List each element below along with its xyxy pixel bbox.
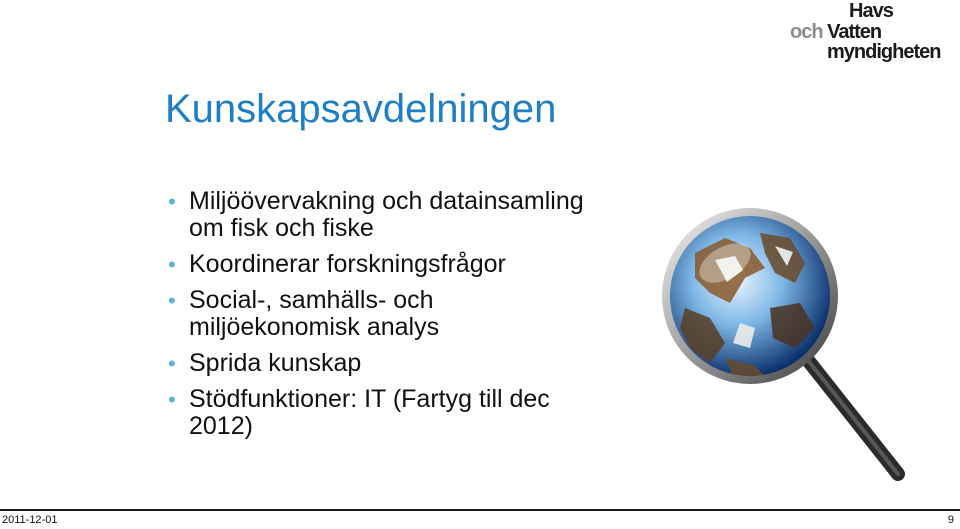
bullet-dot-icon: • [168,288,176,313]
bullet-text: Sprida kunskap [189,349,362,377]
bullet-text: Stödfunktioner: IT (Fartyg till dec 2012) [189,385,550,440]
bullet-item [168,287,608,341]
bullet-dot-icon: • [168,189,176,214]
logo-line-myndigheten: myndigheten [827,41,941,63]
bullet-text: Miljöövervakning och datainsamling om fisk och fiske [189,187,584,242]
logo-och: och [790,21,823,43]
footer-page-number: 9 [947,514,954,526]
bullet-item [168,188,608,242]
logo-line-havs: Havs [849,0,893,22]
bullet-item [168,350,608,377]
footer-divider [0,509,960,511]
bullet-item [168,251,608,278]
havs-och-vatten-logo [790,0,960,66]
bullet-text: Koordinerar forskningsfrågor [189,250,506,278]
bullet-dot-icon: • [168,351,176,376]
bullet-text: Social-, samhälls- och miljöekonomisk analys [189,286,440,341]
bullet-item [168,386,608,440]
bullet-list [168,188,608,449]
slide-title: Kunskapsavdelningen [165,87,557,131]
bullet-dot-icon: • [168,252,176,277]
magnifying-glass-globe-icon [655,208,925,498]
logo-vatten: Vatten [827,21,882,43]
footer-date: 2011-12-01 [2,514,58,526]
bullet-dot-icon: • [168,387,176,412]
